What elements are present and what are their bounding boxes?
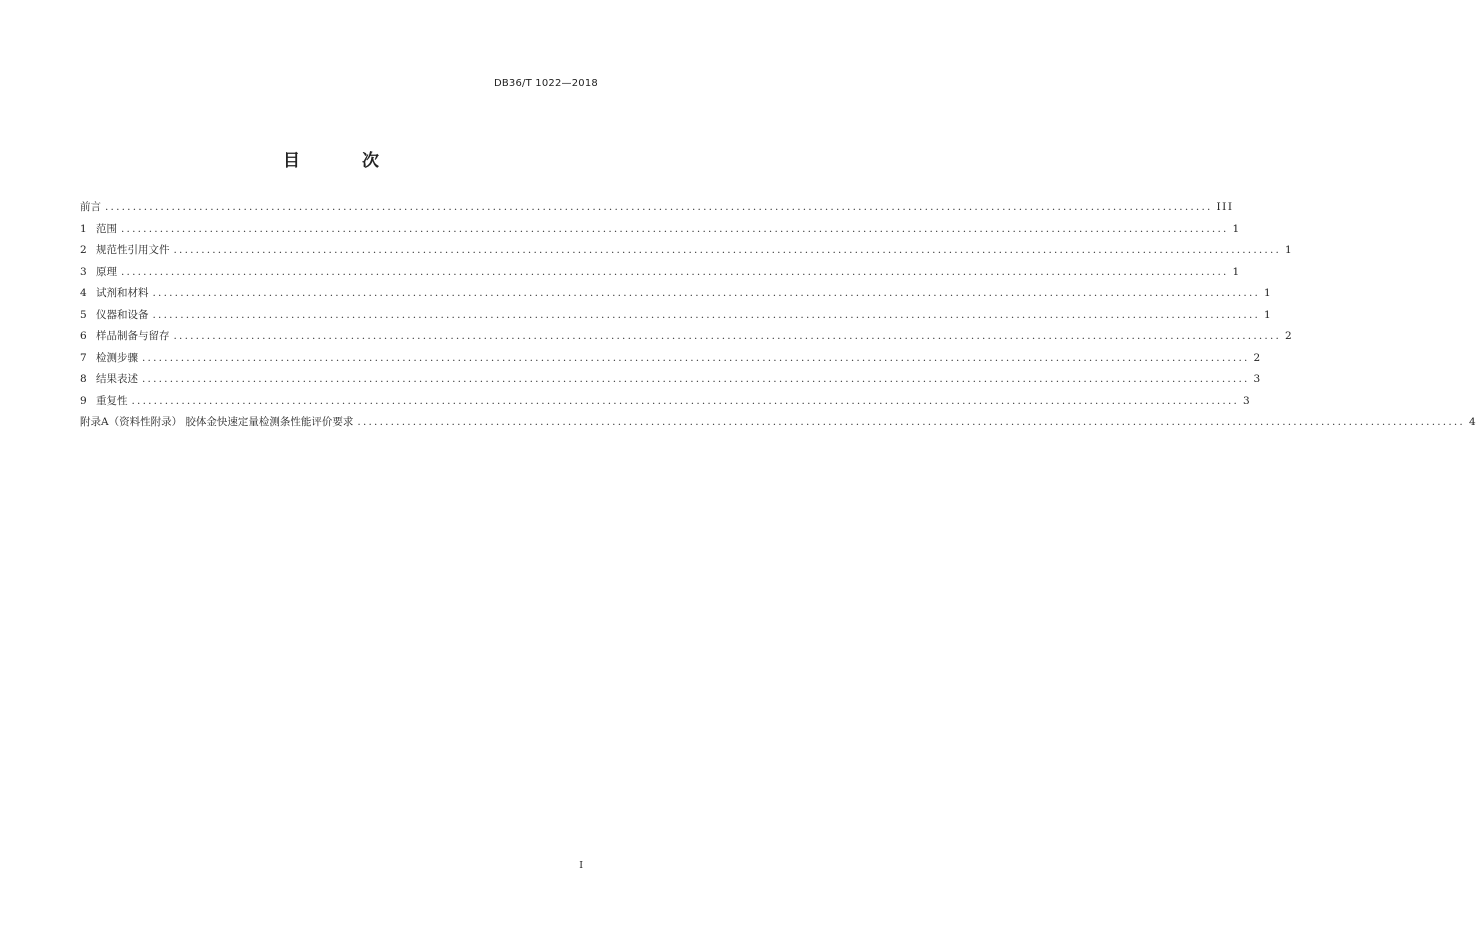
toc-dot-leader: ........................................................................................................................................................................................................	[152, 287, 1261, 299]
toc-dot-leader: ........................................................................................................................................................................................................	[152, 308, 1261, 321]
toc-dot-leader: ........................................................................................................................................................................................................	[121, 265, 1229, 278]
toc-entry-number: 6	[80, 330, 87, 342]
toc-entry-page: 1	[1264, 308, 1273, 321]
toc-entry-page: 3	[1243, 394, 1252, 407]
toc-entry-label	[80, 350, 138, 365]
toc-entry-label	[80, 393, 128, 408]
toc-dot-leader: ........................................................................................................................................................................................................	[142, 351, 1250, 364]
toc-dot-leader: ........................................................................................................................................................................................................	[142, 373, 1250, 385]
toc-dot-leader: ........................................................................................................................................................................................................	[173, 244, 1282, 256]
toc-entry-text: 试剂和材料	[96, 287, 149, 299]
toc-entry-label	[80, 328, 170, 343]
toc-entry-text: 范围	[96, 222, 117, 235]
toc-entry-page: III	[1216, 201, 1234, 213]
toc-entry-text: 样品制备与留存	[96, 330, 170, 342]
toc-entry-page: 4	[1468, 416, 1477, 428]
toc-entry-text: 附录A（资料性附录） 胶体金快速定量检测条性能评价要求	[80, 416, 354, 428]
toc-entry-number: 1	[80, 222, 87, 235]
toc-entry[interactable]	[80, 371, 1262, 393]
toc-entry[interactable]	[80, 221, 1241, 243]
toc-dot-leader: ........................................................................................................................................................................................................	[173, 330, 1282, 342]
toc-entry[interactable]	[80, 199, 1234, 221]
toc-entry-number: 2	[80, 244, 87, 256]
toc-entry-label	[80, 242, 170, 257]
toc-dot-leader: ........................................................................................................................................................................................................	[357, 416, 1465, 428]
page-number: I	[579, 860, 583, 871]
toc-entry[interactable]	[80, 264, 1241, 286]
toc-dot-leader: ........................................................................................................................................................................................................	[121, 222, 1229, 235]
toc-entry[interactable]	[80, 414, 1477, 436]
toc-entry[interactable]	[80, 393, 1252, 415]
toc-entry-page: 2	[1253, 351, 1262, 364]
document-code: DB36/T 1022—2018	[493, 78, 598, 89]
toc-entry-text: 结果表述	[96, 373, 138, 385]
toc-entry-text: 前言	[80, 201, 101, 213]
toc-title: 目 次	[283, 151, 407, 171]
toc-entry-number: 7	[80, 351, 87, 364]
toc-entry[interactable]	[80, 328, 1294, 350]
toc-entry-page: 1	[1285, 244, 1294, 256]
toc-entry-text: 重复性	[96, 394, 128, 407]
toc-entry-number: 9	[80, 394, 87, 407]
toc-entry-number: 5	[80, 308, 87, 321]
toc-entry-label	[80, 285, 149, 300]
toc-entry-number: 4	[80, 287, 87, 299]
toc-entry-label	[80, 371, 138, 386]
toc-entry-page: 1	[1264, 287, 1273, 299]
table-of-contents	[80, 199, 1477, 436]
toc-entry-page: 3	[1253, 373, 1262, 385]
toc-entry[interactable]	[80, 350, 1262, 372]
toc-dot-leader: ........................................................................................................................................................................................................	[105, 201, 1213, 213]
toc-entry[interactable]	[80, 242, 1294, 264]
toc-entry[interactable]	[80, 285, 1273, 307]
toc-entry-number: 8	[80, 373, 87, 385]
toc-entry-label	[80, 264, 117, 279]
toc-entry-label	[80, 199, 101, 214]
toc-entry-text: 规范性引用文件	[96, 244, 170, 256]
toc-entry[interactable]	[80, 307, 1273, 329]
toc-entry-number: 3	[80, 265, 87, 278]
toc-entry-page: 1	[1232, 222, 1241, 235]
toc-dot-leader: ........................................................................................................................................................................................................	[131, 394, 1240, 407]
toc-entry-label	[80, 307, 149, 322]
toc-entry-page: 2	[1285, 330, 1294, 342]
toc-entry-text: 仪器和设备	[96, 308, 149, 321]
toc-entry-text: 原理	[96, 265, 117, 278]
toc-entry-page: 1	[1232, 265, 1241, 278]
toc-entry-label	[80, 414, 353, 429]
toc-entry-label	[80, 221, 117, 236]
toc-entry-text: 检测步骤	[96, 351, 138, 364]
